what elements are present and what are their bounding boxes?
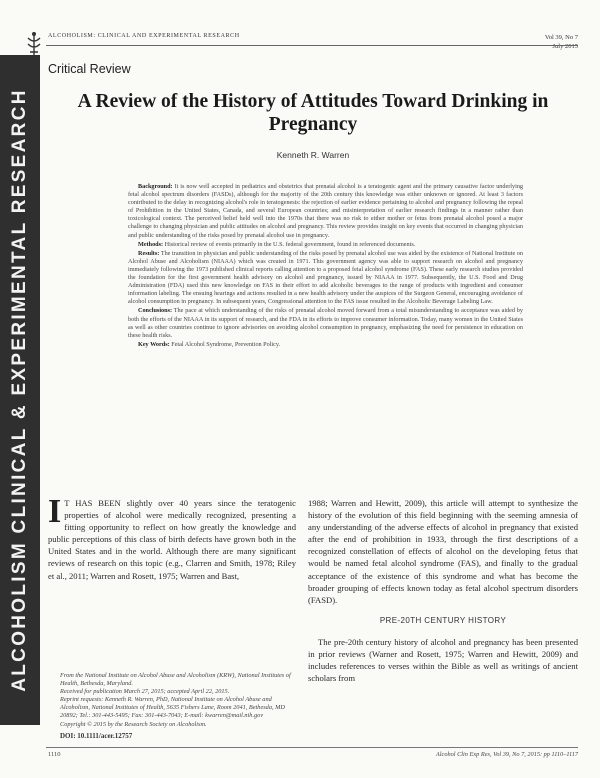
abstract-keywords [128, 341, 523, 349]
footnote-received: Received for publication March 27, 2015; accepted April 22, 2015. [60, 688, 230, 696]
abstract-keywords-text: Fetal Alcohol Syndrome, Prevention Policy. [171, 340, 281, 348]
abstract-keywords-label: Key Words: [138, 340, 170, 348]
abstract-methods-label: Methods: [138, 240, 164, 248]
intro-continuation: 1988; Warren and Hewitt, 2009), this article will attempt to synthesize the history of the evolution of this field beginning with the seeming amnesia of any understanding of the adverse effects of alcohol in pregnancy that existed after the end of prohibition in 1933, through the first descriptions of a recognized constellation of effects of alcohol on the developing fetus that would be named fetal alcohol syndrome (FAS), and finally to the gradual acceptance of the existence of this syndrome and what has become the broader grouping of effects known today as fetal alcohol spectrum disorders (FASD). [308, 498, 578, 605]
drop-cap: I [48, 493, 62, 530]
intro-paragraph [48, 493, 296, 582]
abstract-methods-text: Historical review of events primarily in the U.S. federal government, found in referenced documents. [164, 240, 416, 248]
footnote-affiliation: From the National Institute on Alcohol Abuse and Alcoholism (KRW), National Institutes of Health, Bethesda, Maryland. [60, 672, 291, 688]
body-column-right [308, 497, 578, 684]
running-head-issue [520, 33, 578, 51]
history-paragraph: The pre-20th century history of alcohol and pregnancy has been presented in prior reviews (Warner and Rosett, 1975; Warren and Hewitt, 2009) and includes references to verses within the Bible as well as writings of ancient scholars from [308, 636, 578, 684]
journal-sidebar-banner [0, 55, 40, 725]
journal-logo-icon [24, 30, 44, 60]
sidebar-banner-text: ALCOHOLISM CLINICAL & EXPERIMENTAL RESEARCH [9, 88, 30, 692]
abstract-results [128, 250, 523, 307]
doi-label: DOI: 10.1111/acer.12757 [60, 732, 133, 740]
abstract-background-text: It is now well accepted in pediatrics and obstetrics that prenatal alcohol is a teratogenic agent and the primary causative factor underlying fetal alcohol spectrum disorders (FASDs), although for the majority of the 20th century this knowledge was either unknown or ignored. At least 3 factors contributed to the delay in recognizing alcohol's role in teratogenesis: the rejection of earlier evidence pertaining to alcohol and pregnancy following the repeal of Prohibition in the United States, Canada, and several European countries; and misinterpretation of earlier research findings in a manner rather than toxicological context. The perceived belief held well into the 1970s that there was no risk to either mother or fetus from prenatal alcohol posed a major challenge to changing physician and public attitudes on alcohol and pregnancy. This review provides insight on key events that occurred in changing physician and public understanding of the risks posed by prenatal alcohol use in pregnancy. [128, 183, 524, 239]
abstract-methods [128, 241, 523, 249]
article-author: Kenneth R. Warren [276, 150, 350, 160]
section-label: Critical Review [48, 62, 131, 76]
volume-label: Vol 39, No 7 [544, 34, 578, 41]
article-title: A Review of the History of Attitudes Toward Drinking in Pregnancy [77, 91, 549, 135]
issue-date: July 2015 [552, 43, 578, 50]
footer-citation: Alcohol Clin Exp Res, Vol 39, No 7, 2015: pp 1110–1117 [435, 751, 578, 758]
header-rule [46, 45, 578, 46]
intro-text: T HAS BEEN slightly over 40 years since the teratogenic properties of alcohol were medically recognized, presenting a fitting opportunity to reflect on how greatly the knowledge and public perceptions of this class of birth defects have grown both in the United States and in the world. Although there are many significant reviews of research on this topic (e.g., Clarren and Smith, 1978; Riley et al., 2011; Warren and Rosett, 1975; Warren and Bast, [48, 498, 296, 581]
body-column-left [48, 493, 296, 582]
abstract-conclusions-text: The pace at which understanding of the risks of prenatal alcohol moved forward from a total misunderstanding to acceptance was aided by both the efforts of the NIAAA in its support of research, and the FDA in its efforts to improve consumer information. Today, many women in the United States as well as other countries continue to ignore advisories on avoiding alcohol consumption in pregnancy, emphasizing the need for persistence in education on these health risks. [128, 307, 523, 339]
abstract-conclusions-label: Conclusions: [138, 307, 173, 315]
page-number: 1110 [48, 751, 61, 758]
abstract-background [128, 183, 523, 240]
footnote-reprints: Reprint requests: Kenneth R. Warren, PhD, National Institute on Alcohol Abuse and Alcoholism, National Institutes of Health, 5635 Fishers Lane, Room 2041, Bethesda, MD 20892; Tel.: 301-443-5495; Fax: 301-443-7043; E-mail: kwarren@mail.nih.gov [60, 696, 285, 720]
affiliation-footnote [60, 672, 292, 729]
abstract-results-label: Results: [138, 249, 160, 257]
abstract-results-text: The transition in physician and public understanding of the risks posed by prenatal alcohol use was aided by the existence of National Institute on Alcohol Abuse and Alcoholism (NIAAA) which was created in 1971. This government agency was able to support research on alcohol and pregnancy immediately following the 1973 published clinical reports calling attention to a proposed fetal alcohol syndrome (FAS). These early research studies provided the foundation for the first government health advisory on alcohol and pregnancy, issued by NIAAA in 1977. Subsequently, the U.S. Food and Drug Administration (FDA) used this new knowledge on FAS in their effort to add alcoholic beverages to the range of products with ingredient and consumer information labeling. The ensuing hearings and actions resulted in a new health advisory under the auspices of the Surgeon General, encouraging avoidance of alcohol consumption in pregnancy. In subsequent years, Congressional attention to the FAS issue resulted in the Alcoholic Beverage Labeling Law. [128, 249, 523, 306]
footer-rule [46, 747, 578, 748]
abstract-background-label: Background: [138, 183, 173, 190]
footnote-copyright: Copyright © 2015 by the Research Society on Alcoholism. [60, 720, 207, 728]
abstract-conclusions [128, 307, 523, 339]
abstract [128, 183, 523, 350]
running-head-journal: ALCOHOLISM: CLINICAL AND EXPERIMENTAL RESEARCH [48, 33, 240, 39]
section-heading: PRE-20TH CENTURY HISTORY [379, 615, 507, 625]
